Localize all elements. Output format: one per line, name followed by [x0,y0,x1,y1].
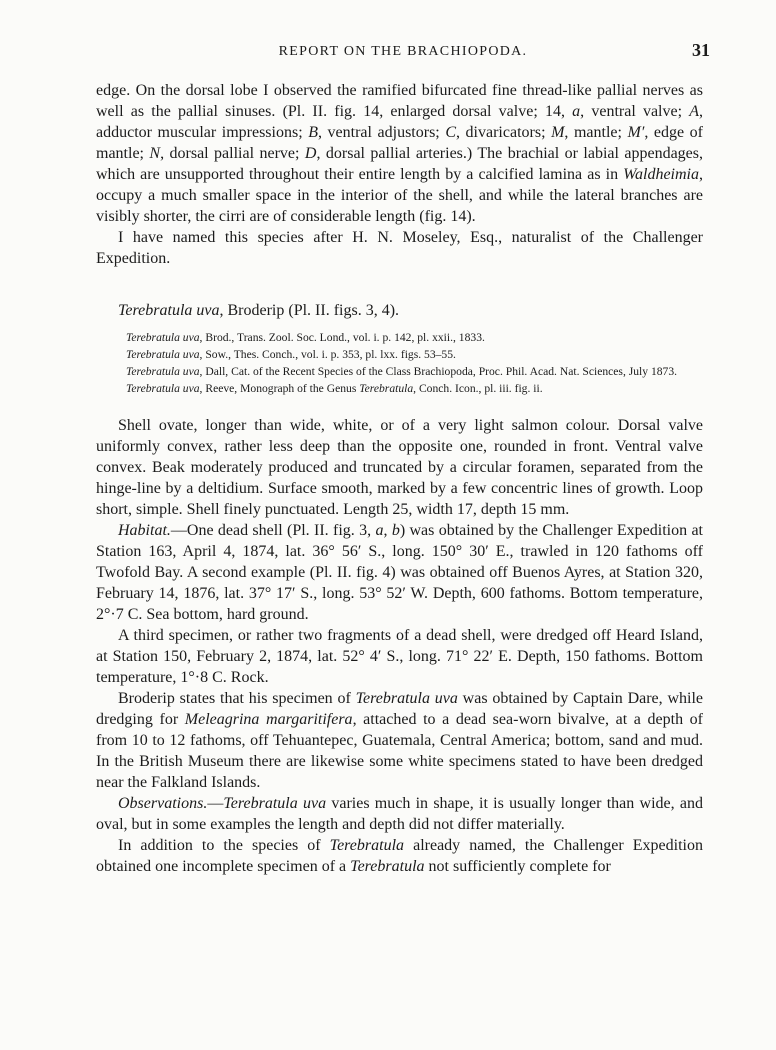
synonymy-entry: Terebratula uva, Brod., Trans. Zool. Soc. Lond., vol. i. p. 142, pl. xxii., 1833. [126,331,485,344]
page-number: 31 [692,40,710,60]
synonymy-entry: Terebratula uva, Sow., Thes. Conch., vol. i. p. 353, pl. lxx. figs. 53–55. [126,348,456,361]
paragraph-habitat: Habitat.—One dead shell (Pl. II. fig. 3, a, b) was obtained by the Challenger Expedition at Station 163, April 4, 1874, lat. 36° 56′ S., long. 150° 30′ E., trawled in 120 fathoms off Twofold Bay. A second example (Pl. II. fig. 4) was obtained off Buenos Ayres, at Station 320, February 14, 1876, lat. 37° 17′ S., long. 53° 52′ W. Depth, 600 fathoms. Bottom temperature, 2°·7 C. Sea bottom, hard ground. [96,522,704,623]
paragraph-description: Shell ovate, longer than wide, white, or of a very light salmon colour. Dorsal valve uniformly convex, rather less deep than the opposite one, rounded in front. Ventral valve convex. Beak moderately produced and truncated by a circular foramen, separated from the hinge-line by a deltidium. Surface smooth, marked by a few concentric lines of growth. Loop short, simple. Shell finely punctuated. Length 25, width 17, depth 15 mm. [96,417,703,518]
running-head [96,40,710,64]
running-title: REPORT ON THE BRACHIOPODA. [278,44,528,59]
paragraph-observations: Observations.—Terebratula uva varies much in shape, it is usually longer than wide, and oval, but in some examples the length and depth did not differ materially. [96,795,704,833]
synonymy-list [96,329,703,397]
synonymy-entry: Terebratula uva, Dall, Cat. of the Recent Species of the Class Brachiopoda, Proc. Phil. Acad. Nat. Sciences, July 1873. [126,365,678,378]
text-body [96,80,703,877]
synonymy-entry: Terebratula uva, Reeve, Monograph of the Genus Terebratula, Conch. Icon., pl. iii. fig. ii. [126,382,543,395]
paragraph-third-specimen: A third specimen, or rather two fragments of a dead shell, were dredged off Heard Island, at Station 150, February 2, 1874, lat. 52° 4′ S., long. 71° 22′ E. Depth, 150 fathoms. Bottom temperature, 1°·8 C. Rock. [96,627,703,686]
paragraph-continued: edge. On the dorsal lobe I observed the ramified bifurcated fine thread-like pallial nerves as well as the pallial sinuses. (Pl. II. fig. 14, enlarged dorsal valve; 14, a, ventral valve; A, adductor muscular impressions; B, ventral adjustors; C, divaricators; M, mantle; M′, edge of mantle; N, dorsal pallial nerve; D, dorsal pallial arteries.) The brachial or labial appendages, which are unsupported throughout their entire length by a calcified lamina as in Waldheimia, occupy a much smaller space in the interior of the shell, and while the lateral branches are visibly shorter, the cirri are of considerable length (fig. 14). [96,82,704,225]
paragraph-broderip: Broderip states that his specimen of Terebratula uva was obtained by Captain Dare, while dredging for Meleagrina margaritifera, attached to a dead sea-worn bivalve, at a depth of from 10 to 12 fathoms, off Tehuantepec, Guatemala, Central America; bottom, sand and mud. In the British Museum there are likewise some white specimens stated to have been dredged near the Falkland Islands. [96,690,704,791]
paragraph-species-naming: I have named this species after H. N. Moseley, Esq., naturalist of the Challenger Expedition. [96,229,703,267]
species-heading: Terebratula uva, Broderip (Pl. II. figs. 3, 4). [118,302,400,319]
paragraph-additional: In addition to the species of Terebratula already named, the Challenger Expedition obtained one incomplete specimen of a Terebratula not sufficiently complete for [96,837,703,875]
